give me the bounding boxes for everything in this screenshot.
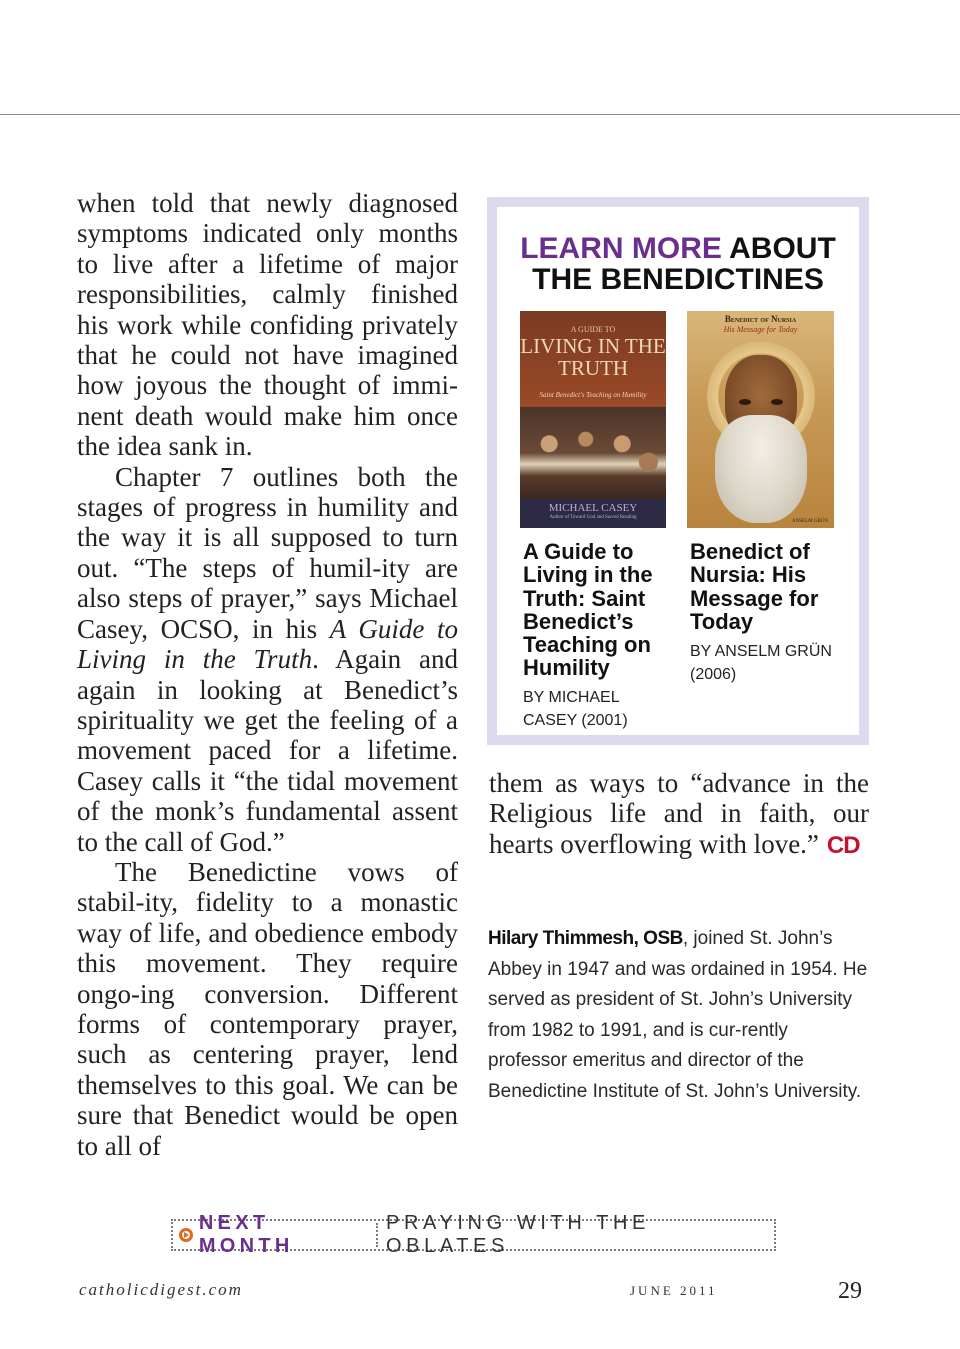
article-left-column (77, 188, 458, 1161)
footer-issue-date: JUNE 2011 (630, 1283, 718, 1298)
cover-author-note: Author of Toward God and Sacred Reading (549, 515, 637, 520)
cover-author-band (520, 499, 666, 528)
end-mark: CD (826, 831, 860, 859)
article-paragraph (77, 462, 458, 857)
article-paragraph: when told that newly diagnosed symptoms indicated only months to live after a lifetime of major responsibilities, calmly finished his work while confiding privately that he could not have imagined how joyous the thought of immi-nent death would make him once the idea sank in. (77, 188, 458, 462)
book-title: Benedict of Nursia: His Message for Today (690, 539, 819, 634)
book-byline: BY MICHAEL CASEY (2001) (523, 689, 628, 729)
article-text: them as ways to “advance in the Religious life and in faith, our hearts overflowing with love.” (489, 768, 869, 859)
footer-site: catholicdigest.com (79, 1280, 243, 1299)
next-month-topic: PRAYING WITH THE OBLATES (386, 1212, 650, 1257)
sidebar-panel (497, 207, 859, 735)
sidebar-title-accent: LEARN MORE (520, 232, 722, 265)
book-byline: BY ANSELM GRÜN (2006) (690, 643, 832, 683)
cover-illustration (520, 407, 666, 499)
cover-title (520, 335, 666, 379)
sidebar-title-subject: THE BENEDICTINES (532, 263, 824, 296)
author-name: Hilary Thimmesh, OSB (488, 928, 683, 949)
cover-subtitle: His Message for Today (723, 325, 798, 334)
header-rule (0, 114, 960, 115)
next-month-banner (171, 1212, 776, 1257)
cover-title-line: TRUTH (558, 356, 628, 380)
book-title-italic: A Guide to Living in the Truth (77, 613, 459, 675)
cover-author: MICHAEL CASEY (548, 502, 638, 514)
cover-author: ANSELM GRÜN (792, 519, 828, 524)
cover-subtitle: Saint Benedict's Teaching on Humility (539, 391, 647, 399)
beard-illustration (715, 415, 807, 523)
article-right-column (489, 768, 869, 861)
play-circle-icon (179, 1228, 193, 1242)
divider (376, 1223, 378, 1247)
article-text: . Again and again in looking at Benedict’s spirituality we get the feeling of a movement paced for a lifetime. Casey calls it “the tidal movement of the monk’s fundamental assent to the call of God.” (77, 644, 458, 857)
eye-illustration (771, 399, 783, 405)
sidebar-title-about: ABOUT (729, 232, 836, 265)
cover-title-line: LIVING IN THE (520, 334, 666, 358)
book-cover-benedict-of-nursia (687, 311, 834, 528)
author-bio (488, 924, 868, 1107)
cover-small-text: A GUIDE TO (570, 325, 616, 334)
eye-illustration (739, 399, 751, 405)
cover-title: Benedict of Nursia (724, 314, 797, 324)
article-paragraph: The Benedictine vows of stabil-ity, fidelity to a monastic way of life, and obedience embody this movement. They require ongo-ing conversion. Different forms of contemporary prayer, such as centering prayer, lend themselves to this goal. We can be sure that Benedict would be open to all of (77, 856, 458, 1161)
next-month-label: NEXT MONTH (198, 1212, 294, 1257)
article-text: Chapter 7 outlines both the stages of progress in humility and the way it is all supposed to turn out. “The steps of humil-ity are also steps of prayer,” says Michael Casey, OCSO, in his (77, 461, 458, 644)
learn-more-sidebar (487, 197, 869, 745)
book-cover-living-in-the-truth (520, 311, 666, 528)
page-number: 29 (838, 1278, 862, 1304)
book-title: A Guide to Living in the Truth: Saint Benedict’s Teaching on Humility (523, 539, 653, 681)
sidebar-title (497, 233, 859, 295)
bio-text: , joined St. John’s Abbey in 1947 and was ordained in 1954. He served as president of St. John’s University from 1982 to 1991, and is cur-rently professor emeritus and director of the Benedictine Institute of St. John’s University. (488, 928, 868, 1102)
